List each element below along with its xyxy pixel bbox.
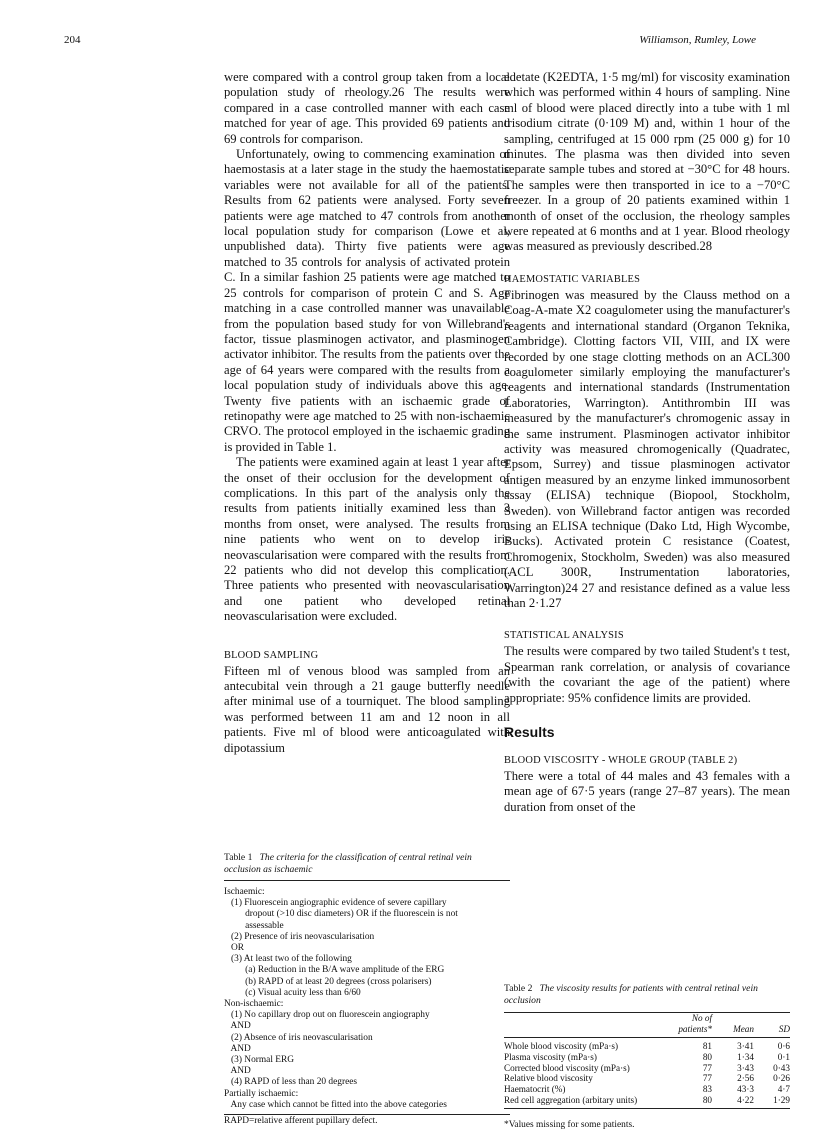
table1-line: (2) Presence of iris neovascularisation	[224, 931, 375, 942]
table-row	[504, 1073, 790, 1084]
table2-caption	[504, 983, 790, 1006]
table-cell: 81	[702, 1041, 712, 1051]
table-cell: 1·29	[754, 1095, 790, 1108]
table1-line: assessable	[224, 920, 284, 931]
table-cell: 80	[668, 1095, 712, 1108]
table2-header-cell: No of patients*	[678, 1013, 712, 1034]
table-cell: 0·6	[777, 1041, 790, 1051]
table-cell: 43·3	[737, 1084, 754, 1095]
table-cell: 2·56	[737, 1073, 754, 1084]
table-cell: Plasma viscosity (mPa·s)	[504, 1051, 597, 1062]
table-cell: 3·41	[737, 1041, 754, 1051]
paragraph: were compared with a control group taken from a local population study of rheology.26 The results were compared in a case controlled manner with each case matched for year of age. This provided 69 patients and 69 controls for comparison.	[224, 70, 510, 146]
section-heading-statistical-analysis: STATISTICAL ANALYSIS	[504, 630, 624, 642]
table1-line: OR	[224, 943, 245, 954]
paragraph: The results were compared by two tailed Student's t test, Spearman rank correlation, or analysis of covariance (with the covariant the age of the patient) where appropriate: 95% confidence limits are provided.	[504, 644, 790, 705]
table-cell: 4·22	[712, 1095, 754, 1108]
table1-line: (2) Absence of iris neovascularisation	[224, 1032, 373, 1043]
section-heading-results: Results	[504, 724, 555, 741]
table2-viscosity-results	[504, 1012, 790, 1109]
table1-line: (3) Normal ERG	[224, 1055, 295, 1066]
table2-header-cell: SD	[778, 1023, 790, 1034]
paragraph: edetate (K2EDTA, 1·5 mg/ml) for viscosity examination which was performed within 4 hours of sampling. Nine ml of blood were placed directly into a tube with 1 ml trisodium citrate (0·109 M) and, within 1 hour of the sampling, centrifuged at 15 000 rpm (25 000 g) for 10 minutes. The plasma was then divided into seven separate sample tubes and stored at −30°C for 48 hours. The samples were then transported in ice to a −70°C freezer. In a group of 20 patients examined within 1 month of onset of the occlusion, the rheology samples were repeated at 6 months and at 1 year. Blood rheology was measured as previously described.28	[504, 70, 790, 254]
table2-label: Table 2	[504, 983, 533, 994]
paragraph: There were a total of 44 males and 43 females with a mean age of 67·5 years (range 27–87 years). The mean duration from onset of the	[504, 769, 790, 814]
table-row	[504, 1063, 790, 1074]
table2-footnote: *Values missing for some patients.	[504, 1120, 635, 1130]
table1-line: AND	[224, 1066, 251, 1077]
left-column	[224, 70, 510, 756]
table1-line: AND	[224, 1021, 251, 1032]
table-cell: 77	[702, 1062, 712, 1073]
table1-line: dropout (>10 disc diameters) OR if the fluorescein is not	[224, 909, 458, 920]
table1-line: (1) Fluorescein angiographic evidence of severe capillary	[224, 898, 447, 909]
section-heading-haemostatic-variables: HAEMOSTATIC VARIABLES	[504, 273, 641, 285]
table2-header-row	[504, 1013, 790, 1038]
table-row	[504, 1052, 790, 1063]
table-cell: 0·1	[777, 1051, 790, 1062]
table-cell: Whole blood viscosity (mPa·s)	[504, 1041, 619, 1051]
table1-criteria	[224, 880, 510, 1115]
table-cell: Haematocrit (%)	[504, 1084, 566, 1095]
table-cell: 80	[702, 1051, 712, 1062]
table1-caption-text: The criteria for the classification of central retinal vein occlusion as ischaemic	[224, 852, 472, 875]
section-heading-blood-sampling: BLOOD SAMPLING	[224, 649, 319, 661]
paragraph: Unfortunately, owing to commencing examination of haemostasis at a later stage in the study the haemostatic variables were not available for all of the patients. Results from 62 patients were analysed. Forty seven patients were age matched to 47 controls from another local population study for comparison (Lowe et al, unpublished data). Thirty five patients were age matched to 35 controls for analysis of activated protein C. In a similar fashion 25 patients were age matched to 25 controls for comparison of protein C and S. Age matching in a case controlled manner was unavailable from the population based study for von Willebrand's factor, tissue plasminogen activator, and plasminogen activator inhibitor. The results from the patients over the age of 64 years were compared with the results from a local population study of individuals above this age. Twenty five patients with an ischaemic grade of retinopathy were age matched to 25 with non-ischaemic CRVO. The protocol employed in the ischaemic grading is provided in Table 1.	[224, 147, 510, 454]
table1-footnote: RAPD=relative afferent pupillary defect.	[224, 1116, 378, 1126]
page-number: 204	[64, 34, 81, 46]
subsection-heading-blood-viscosity: BLOOD VISCOSITY - WHOLE GROUP (TABLE 2)	[504, 755, 738, 767]
table-cell: 77	[702, 1073, 712, 1084]
table-cell: 1·34	[737, 1051, 754, 1062]
table2-header-cell: Mean	[733, 1023, 754, 1034]
table1-caption	[224, 852, 510, 875]
table-row	[504, 1084, 790, 1095]
table1-line: (4) RAPD of less than 20 degrees	[224, 1077, 358, 1088]
table1-line: (c) Visual acuity less than 6/60	[224, 987, 361, 998]
table-row	[504, 1038, 790, 1052]
table-cell: 3·43	[737, 1062, 754, 1073]
table-cell: Relative blood viscosity	[504, 1073, 593, 1084]
table1-label: Table 1	[224, 852, 253, 863]
table-cell: Red cell aggregation (arbitary units)	[504, 1095, 668, 1108]
table1-line: AND	[224, 1043, 251, 1054]
paragraph: Fifteen ml of venous blood was sampled from an antecubital vein through a 21 gauge butterfly needle after minimal use of a tourniquet. The blood sampling was performed between 11 am and 12 noon in all patients. Five ml of blood were anticoagulated with dipotassium	[224, 663, 510, 755]
right-column	[504, 70, 790, 815]
table2-caption-text: The viscosity results for patients with central retinal vein occlusion	[504, 983, 758, 1006]
table2-header-cell	[504, 1013, 668, 1038]
table1-line: (b) RAPD of at least 20 degrees (cross polarisers)	[224, 976, 432, 987]
table1-line: (1) No capillary drop out on fluorescein angiography	[224, 1010, 430, 1021]
table1-line: Any case which cannot be fitted into the above categories	[224, 1099, 447, 1110]
table-cell: Corrected blood viscosity (mPa·s)	[504, 1062, 630, 1073]
table-cell: 0·43	[773, 1062, 790, 1073]
table-cell: 4·7	[777, 1084, 790, 1095]
table-cell: 83	[702, 1084, 712, 1095]
paragraph: The patients were examined again at least 1 year after the onset of their occlusion for the development of complications. In this part of the analysis only the results from patients initially examined less than 3 months from onset, were analysed. The results from nine patients who went on to develop iris neovascularisation were compared with the results from 22 patients who did not develop this complication. Three patients who presented with neovascularisation and one patient who developed retinal neovascularisation were excluded.	[224, 455, 510, 624]
table-row	[504, 1095, 790, 1108]
table-cell: 0·26	[773, 1073, 790, 1084]
running-header-authors: Williamson, Rumley, Lowe	[639, 34, 756, 46]
table1-line: (3) At least two of the following	[224, 954, 352, 965]
table1-line: Non-ischaemic:	[224, 999, 284, 1010]
paragraph: Fibrinogen was measured by the Clauss method on a Coag-A-mate X2 coagulometer using the manufacturer's reagents and international standard (Organon Teknika, Cambridge). Clotting factors VII, VIII, and IX were recorded by one stage clotting methods on an ACL300 coagulometer similarly employing the manufacturer's reagents and international standards (Instrumentation Laboratories, Warrington). Antithrombin III was measured by the manufacturer's chromogenic assay in the same instrument. Plasminogen activator inhibitor activity was measured chromogenically (Quadratec, Epsom, Surrey) and tissue plasminogen activator antigen measured by an enzyme linked immunosorbent assay (ELISA) technique (Biopool, Stockholm, Sweden). von Willebrand factor antigen was recorded using an ELISA technique (Dako Ltd, High Wycombe, Bucks). Activated protein C resistance (Coatest, Chromogenix, Stockholm, Sweden) was also measured (ACL 300R, Instrumentation laboratories, Warrington)24 27 and resistance defined as a value less than 2·1.27	[504, 287, 790, 610]
table1-line: Partially ischaemic:	[224, 1088, 299, 1099]
table1-line: Ischaemic:	[224, 887, 265, 897]
table1-line: (a) Reduction in the B/A wave amplitude of the ERG	[224, 965, 445, 976]
